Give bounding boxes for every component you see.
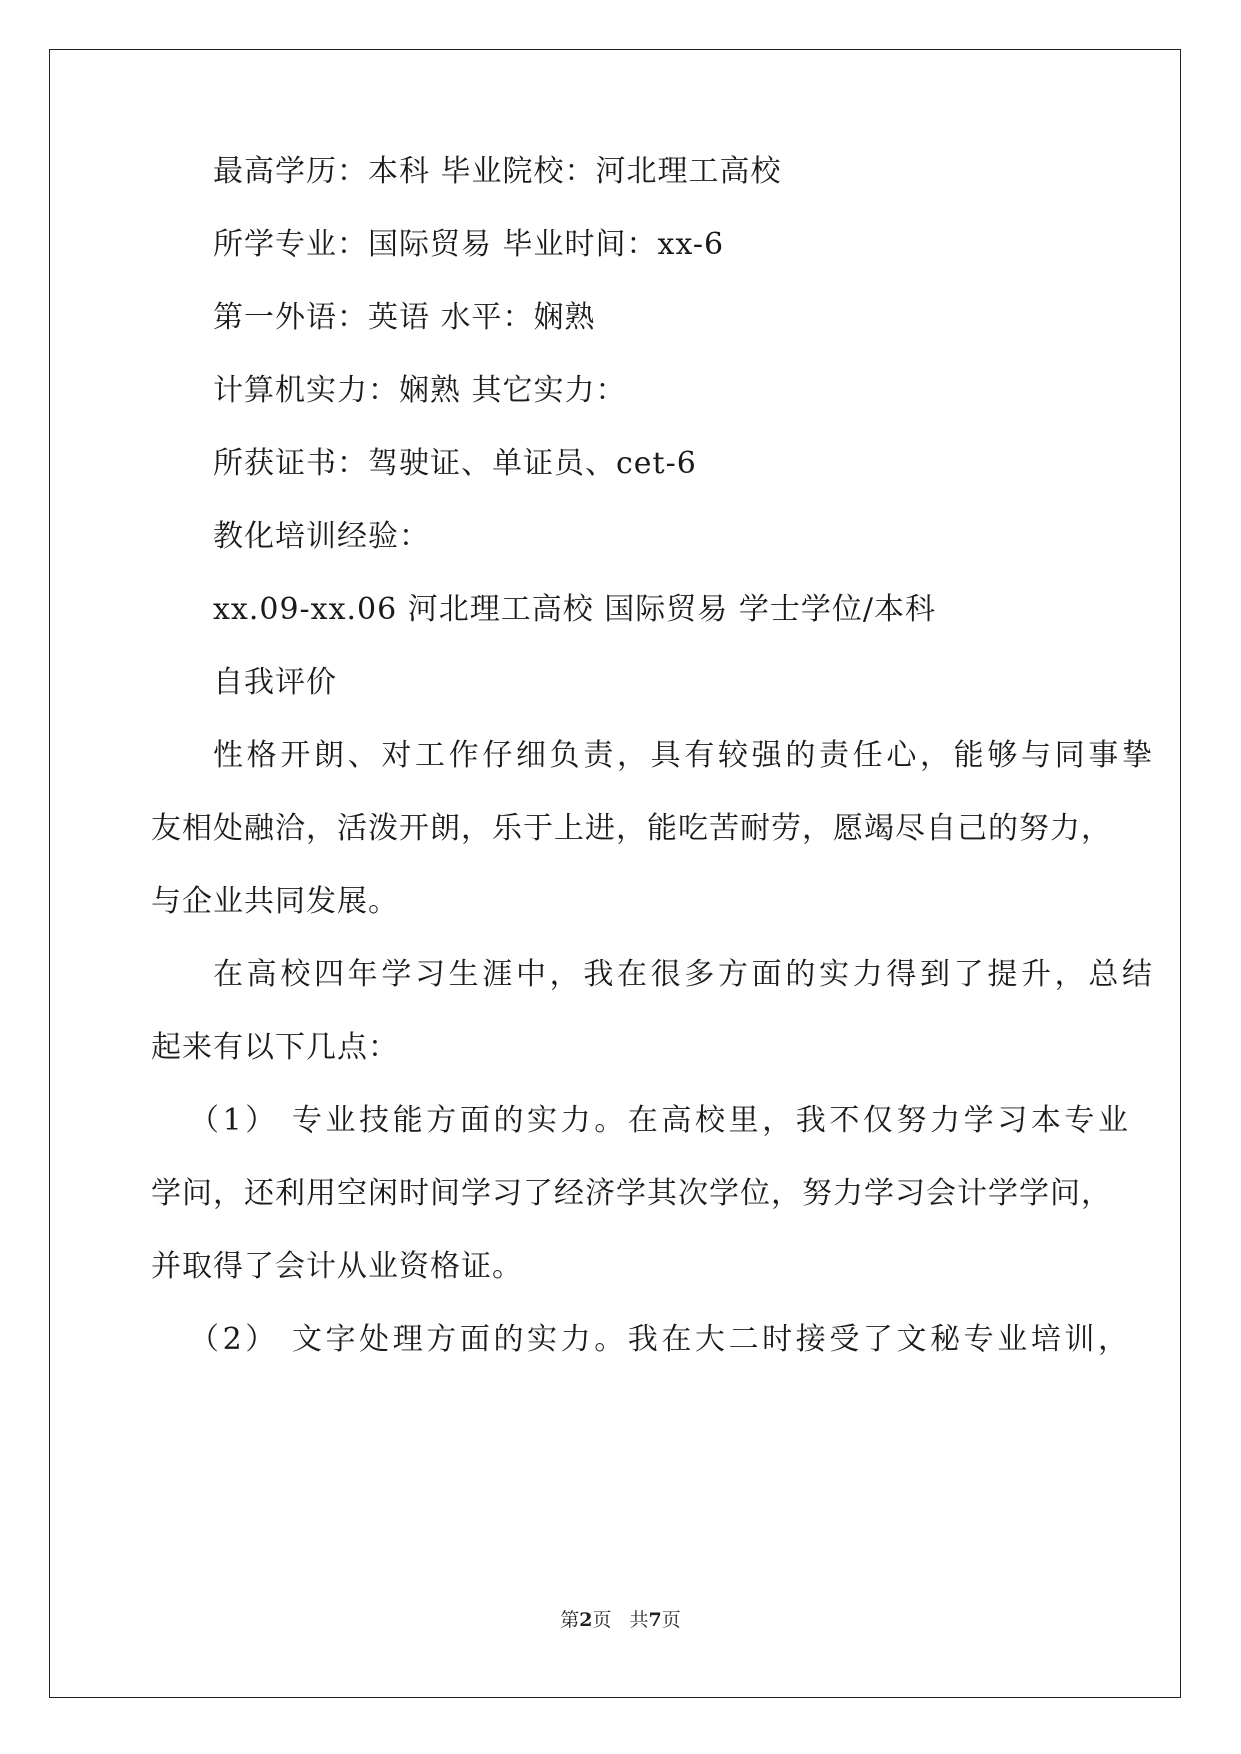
page-border [49,49,1181,1698]
field-computer-skills: 计算机实力：娴熟 其它实力： [213,373,627,408]
paragraph-line: 在高校四年学习生涯中，我在很多方面的实力得到了提升，总结 [213,957,1153,992]
paragraph-line: （1） 专业技能方面的实力。在高校里，我不仅努力学习本专业 [189,1103,1129,1138]
paragraph-line: 并取得了会计从业资格证。 [151,1249,523,1284]
footer-page-current: 2 [579,1609,593,1631]
page-footer [0,1608,1241,1632]
section-heading-self-evaluation: 自我评价 [213,665,337,700]
footer-page-prefix: 第 [560,1609,580,1631]
paragraph-line: 学问，还利用空闲时间学习了经济学其次学位，努力学习会计学学问， [151,1176,1112,1211]
paragraph-line: 与企业共同发展。 [151,884,399,919]
field-major: 所学专业：国际贸易 毕业时间：xx-6 [213,227,725,262]
paragraph-line: （2） 文字处理方面的实力。我在大二时接受了文秘专业培训， [189,1322,1129,1357]
footer-page-total: 7 [648,1609,662,1631]
field-education: 最高学历：本科 毕业院校：河北理工高校 [213,154,782,189]
footer-total-unit: 页 [661,1609,681,1631]
footer-page-unit: 页 [592,1609,612,1631]
paragraph-line: 友相处融洽，活泼开朗，乐于上进，能吃苦耐劳，愿竭尽自己的努力， [151,811,1112,846]
section-heading-training: 教化培训经验： [213,519,430,554]
footer-total-prefix: 共 [629,1609,649,1631]
field-language: 第一外语：英语 水平：娴熟 [213,300,596,335]
field-certificates: 所获证书：驾驶证、单证员、cet-6 [213,446,697,481]
paragraph-line: 起来有以下几点： [151,1030,399,1065]
paragraph-line: 性格开朗、对工作仔细负责，具有较强的责任心，能够与同事挚 [213,738,1153,773]
field-training-entry: xx.09-xx.06 河北理工高校 国际贸易 学士学位/本科 [213,592,936,627]
